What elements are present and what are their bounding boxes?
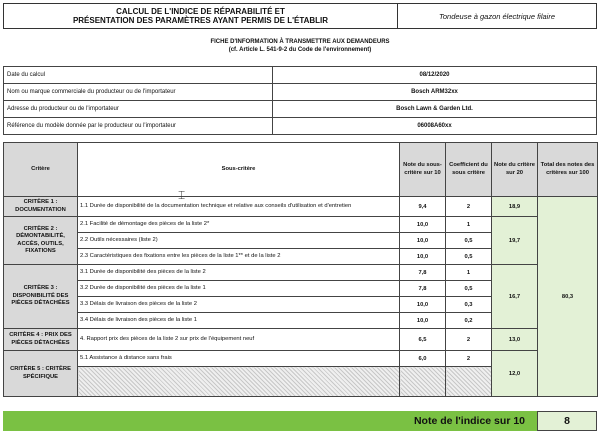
info-label: Adresse du producteur ou de l'importateur <box>4 101 273 118</box>
criterion-score: 16,7 <box>492 265 538 329</box>
header-box <box>3 3 597 29</box>
criterion-name: CRITÈRE 3 : DISPONIBILITÉ DES PIÈCES DÉTACHÉES <box>4 265 78 329</box>
sub-criterion-coef: 2 <box>446 329 492 351</box>
hatched-cell <box>78 367 400 397</box>
info-value: Bosch Lawn & Garden Ltd. <box>273 101 597 118</box>
fiche-line1: FICHE D'INFORMATION À TRANSMETTRE AUX DEMANDEURS <box>210 39 390 45</box>
text-cursor-icon: ⌶ <box>178 188 186 202</box>
footer-bar <box>3 411 597 431</box>
criterion-score: 19,7 <box>492 217 538 265</box>
criterion-score: 18,9 <box>492 197 538 217</box>
sub-criterion-score: 6,0 <box>400 351 446 367</box>
header-title <box>4 4 398 28</box>
sub-criterion-coef: 0,5 <box>446 281 492 297</box>
sub-criterion-score: 10,0 <box>400 249 446 265</box>
col-critere: Critère <box>4 143 78 197</box>
sub-criterion-score: 10,0 <box>400 297 446 313</box>
table-row <box>4 217 598 233</box>
col-coefficient: Coefficient du sous critère <box>446 143 492 197</box>
info-label: Date du calcul <box>4 67 273 84</box>
table-row <box>4 329 598 351</box>
table-row <box>4 197 598 217</box>
total-score: 80,3 <box>538 197 598 397</box>
criterion-name: CRITÈRE 5 : CRITÈRE SPÉCIFIQUE <box>4 351 78 397</box>
info-label: Nom ou marque commerciale du producteur ou de l'importateur <box>4 84 273 101</box>
sub-criterion-label: 2.3 Caractéristiques des fixations entre les pièces de la liste 1** et de la liste 2 <box>78 249 400 265</box>
sub-criterion-score: 7,8 <box>400 265 446 281</box>
header-title-line2: PRÉSENTATION DES PARAMÈTRES AYANT PERMIS DE L'ÉTABLIR <box>72 16 329 25</box>
sub-criterion-coef: 0,2 <box>446 313 492 329</box>
info-table <box>3 66 597 135</box>
info-row <box>4 118 597 135</box>
sub-criterion-score: 7,8 <box>400 281 446 297</box>
sub-criterion-score: 10,0 <box>400 313 446 329</box>
info-value: 08/12/2020 <box>273 67 597 84</box>
criterion-name: CRITÈRE 2 : DÉMONTABILITÉ, ACCÈS, OUTILS, FIXATIONS <box>4 217 78 265</box>
sub-criterion-coef: 0,5 <box>446 249 492 265</box>
sub-criterion-label: 3.3 Délais de livraison des pièces de la liste 2 <box>78 297 400 313</box>
hatched-cell <box>400 367 446 397</box>
table-row <box>4 265 598 281</box>
fiche-line2: (cf. Article L. 541-9-2 du Code de l'environnement) <box>228 47 372 53</box>
info-value: Bosch ARM32xx <box>273 84 597 101</box>
info-row <box>4 84 597 101</box>
sub-criterion-coef: 1 <box>446 217 492 233</box>
col-total: Total des notes des critères sur 100 <box>538 143 598 197</box>
sub-criterion-label: 2.2 Outils nécessaires (liste 2) <box>78 233 400 249</box>
sub-criterion-label: 5.1 Assistance à distance sans frais <box>78 351 400 367</box>
sub-criterion-label: 1.1 Durée de disponibilité de la documentation technique et relative aux conseils d'utilisation et d'entretien <box>78 197 400 217</box>
table-header-row <box>4 143 598 197</box>
sub-criterion-coef: 0,5 <box>446 233 492 249</box>
criterion-name: CRITÈRE 4 : PRIX DES PIÈCES DÉTACHÉES <box>4 329 78 351</box>
header-title-line1: CALCUL DE L'INDICE DE RÉPARABILITÉ ET <box>116 6 285 16</box>
hatched-cell <box>446 367 492 397</box>
sub-criterion-score: 10,0 <box>400 217 446 233</box>
sub-criterion-label: 3.1 Durée de disponibilité des pièces de la liste 2 <box>78 265 400 281</box>
info-row <box>4 101 597 118</box>
sub-criterion-label: 2.1 Facilité de démontage des pièces de la liste 2* <box>78 217 400 233</box>
info-value: 06008A60xx <box>273 118 597 135</box>
sub-criterion-label: 3.2 Durée de disponibilité des pièces de la liste 1 <box>78 281 400 297</box>
col-sous-critere: Sous-critère <box>78 143 400 197</box>
header-product: Tondeuse à gazon électrique filaire <box>438 11 556 21</box>
sub-criterion-score: 6,5 <box>400 329 446 351</box>
footer-label: Note de l'indice sur 10 <box>413 415 525 427</box>
sub-criterion-coef: 2 <box>446 197 492 217</box>
col-note-sous-critere: Note du sous-critère sur 10 <box>400 143 446 197</box>
footer-value: 8 <box>537 411 597 431</box>
sub-criterion-label: 4. Rapport prix des pièces de la liste 2 sur prix de l'équipement neuf <box>78 329 400 351</box>
info-label: Référence du modèle donnée par le producteur ou l'importateur <box>4 118 273 135</box>
sub-criterion-coef: 1 <box>446 265 492 281</box>
sub-criterion-coef: 2 <box>446 351 492 367</box>
criterion-score: 12,0 <box>492 351 538 397</box>
sub-criterion-label: 3.4 Délais de livraison des pièces de la liste 1 <box>78 313 400 329</box>
sub-criterion-coef: 0,3 <box>446 297 492 313</box>
criterion-name: CRITÈRE 1 : DOCUMENTATION <box>4 197 78 217</box>
criterion-score: 13,0 <box>492 329 538 351</box>
col-note-critere: Note du critère sur 20 <box>492 143 538 197</box>
score-table <box>3 142 598 397</box>
table-row <box>4 351 598 367</box>
info-row <box>4 67 597 84</box>
fiche-caption <box>0 38 600 54</box>
sub-criterion-score: 10,0 <box>400 233 446 249</box>
sub-criterion-score: 9,4 <box>400 197 446 217</box>
